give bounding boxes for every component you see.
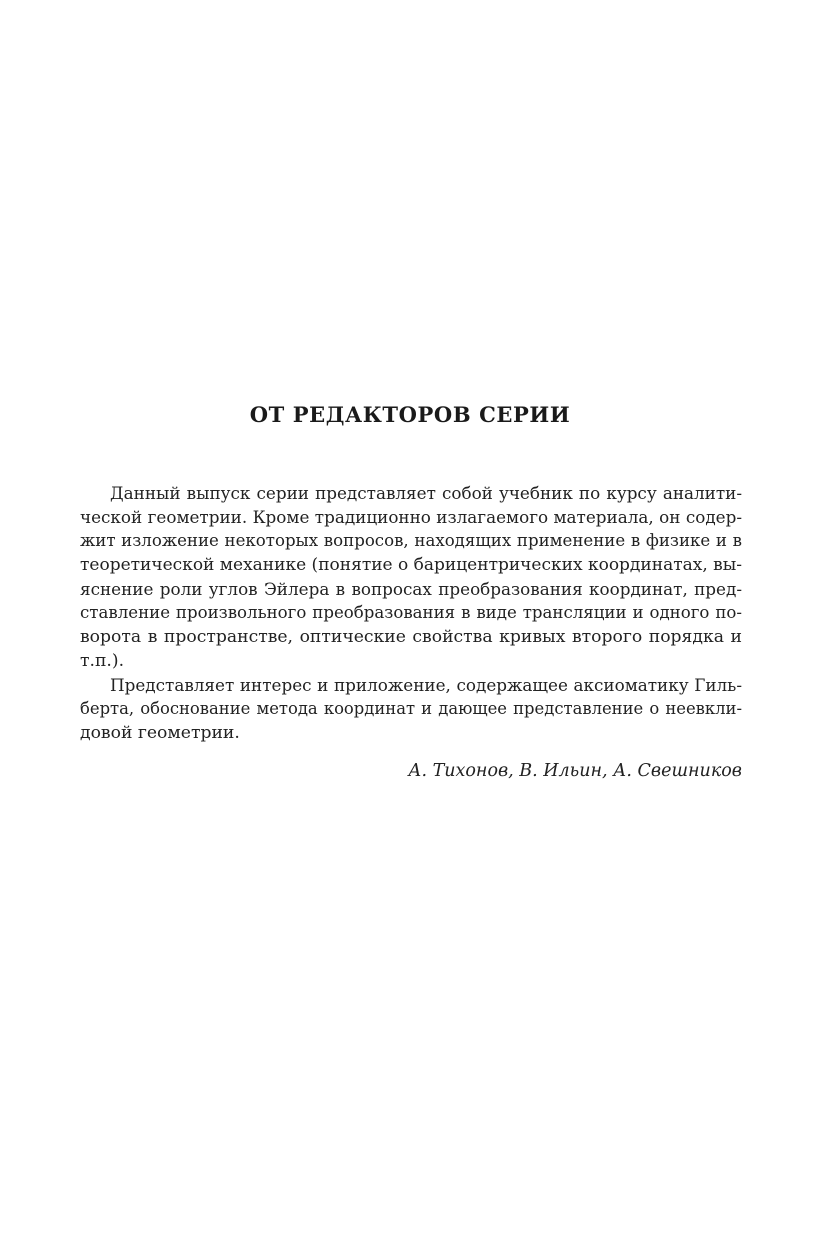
paragraph-1-line-2: ческой геометрии. Кроме традиционно излагаемого материала, он содер-: [80, 507, 742, 527]
paragraph-1-line-6: ставление произвольного преобразования в виде трансляции и одного по-: [80, 603, 742, 622]
paragraph-1-line-7: ворота в пространстве, оптические свойства кривых второго порядка и: [80, 627, 742, 647]
paragraph-2-line-2: берта, обоснование метода координат и дающее представление о неевкли-: [80, 699, 742, 718]
editors-signature: А. Тихонов, В. Ильин, А. Свешников: [408, 761, 742, 781]
section-heading: ОТ РЕДАКТОРОВ СЕРИИ: [249, 402, 571, 427]
paragraph-1-line-1: Данный выпуск серии представляет собой учебник по курсу аналити-: [110, 483, 742, 503]
paragraph-1-line-5: яснение роли углов Эйлера в вопросах преобразования координат, пред-: [80, 579, 742, 599]
paragraph-2-line-3: довой геометрии.: [80, 723, 240, 743]
paragraph-1-line-3: жит изложение некоторых вопросов, находящих применение в физике и в: [80, 531, 742, 550]
paragraph-2-line-1: Представляет интерес и приложение, содержащее аксиоматику Гиль-: [110, 675, 742, 695]
paragraph-1-line-4: теоретической механике (понятие о барицентрических координатах, вы-: [80, 555, 742, 575]
paragraph-1-line-8: т.п.).: [80, 651, 125, 671]
